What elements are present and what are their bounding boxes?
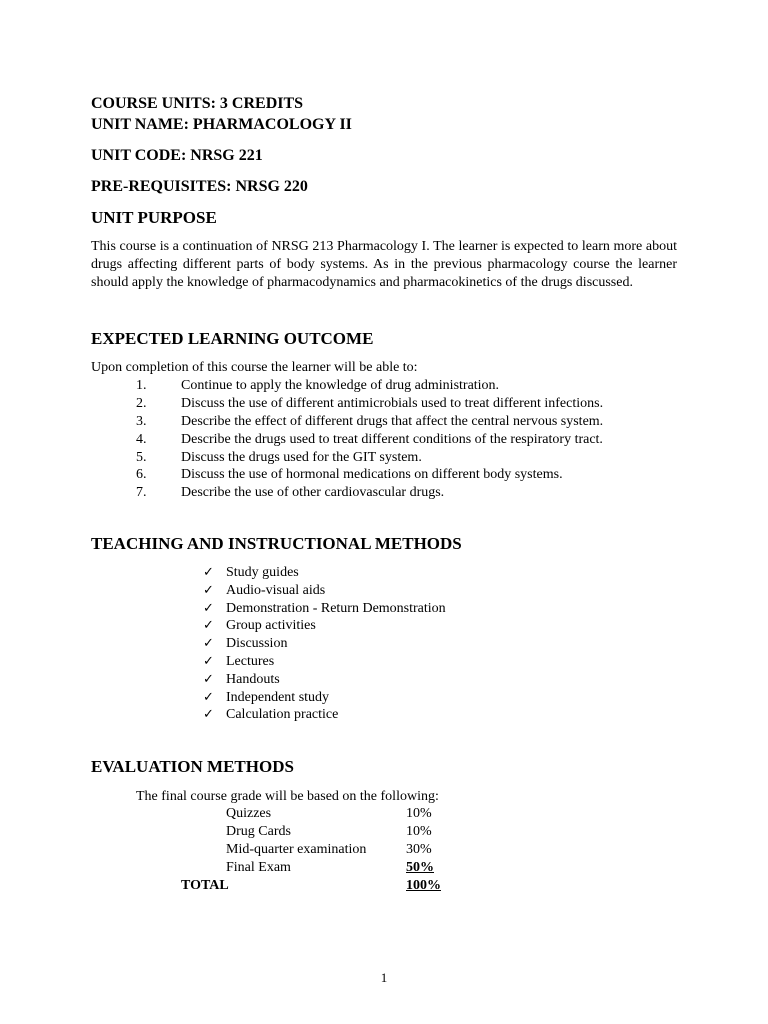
item-text: Handouts — [226, 671, 280, 687]
item-text: Group activities — [226, 618, 316, 634]
item-text: Discuss the drugs used for the GIT system. — [181, 449, 422, 465]
item-text: Discuss the use of hormonal medications on different body systems. — [181, 467, 563, 483]
checkmark-icon: ✓ — [203, 618, 214, 634]
evaluation-label: Mid-quarter examination — [226, 842, 367, 857]
evaluation-intro: The final course grade will be based on the following: — [136, 789, 439, 804]
evaluation-row — [0, 805, 768, 823]
checkmark-icon: ✓ — [203, 707, 214, 723]
evaluation-row — [0, 841, 768, 859]
item-text: Lectures — [226, 653, 275, 669]
evaluation-label: Drug Cards — [226, 824, 291, 839]
teaching-methods-heading: TEACHING AND INSTRUCTIONAL METHODS — [91, 534, 462, 553]
unit-purpose-heading: UNIT PURPOSE — [91, 208, 217, 227]
evaluation-methods-heading: EVALUATION METHODS — [91, 757, 294, 776]
learning-outcome-heading: EXPECTED LEARNING OUTCOME — [91, 329, 374, 348]
item-text: Audio-visual aids — [226, 582, 326, 598]
checkmark-icon: ✓ — [203, 671, 214, 687]
item-text: Discussion — [226, 636, 288, 652]
checkmark-icon: ✓ — [203, 582, 214, 598]
evaluation-label: Final Exam — [226, 860, 291, 875]
unit-purpose-text: This course is a continuation of NRSG 213 Pharmacology I. The learner is expected to learn more about drugs affecting different parts of body systems. As in the previous pharmacology course the learner should apply the knowledge of pharmacodynamics and pharmacokinetics of the drugs discussed. — [91, 239, 677, 290]
checkmark-icon: ✓ — [203, 689, 214, 705]
checkmark-icon: ✓ — [203, 636, 214, 652]
item-number: 1. — [136, 378, 147, 393]
evaluation-value: 50% — [406, 860, 434, 875]
checkmark-icon: ✓ — [203, 565, 214, 580]
checkmark-icon: ✓ — [203, 653, 214, 669]
item-text: Calculation practice — [226, 707, 339, 723]
item-number: 5. — [136, 449, 147, 465]
total-value: 100% — [406, 878, 441, 893]
item-number: 3. — [136, 413, 147, 429]
item-text: Study guides — [226, 565, 299, 580]
item-text: Describe the use of other cardiovascular drugs. — [181, 485, 445, 501]
item-text: Independent study — [226, 689, 330, 705]
item-number: 6. — [136, 467, 147, 483]
item-text: Describe the drugs used to treat different conditions of the respiratory tract. — [181, 431, 603, 447]
unit-code-heading: UNIT CODE: NRSG 221 — [91, 147, 263, 164]
item-number: 4. — [136, 431, 147, 447]
evaluation-value: 10% — [406, 824, 432, 839]
item-text: Discuss the use of different antimicrobials used to treat different infections. — [181, 395, 604, 411]
checkmark-icon: ✓ — [203, 600, 214, 616]
evaluation-label: Quizzes — [226, 806, 272, 821]
item-number: 2. — [136, 395, 147, 411]
evaluation-value: 30% — [406, 842, 432, 857]
course-units-heading: COURSE UNITS: 3 CREDITS — [91, 95, 304, 112]
evaluation-value: 10% — [406, 806, 432, 821]
item-number: 7. — [136, 485, 147, 501]
item-text: Describe the effect of different drugs that affect the central nervous system. — [181, 413, 604, 429]
item-text: Demonstration - Return Demonstration — [226, 600, 446, 616]
evaluation-row — [0, 823, 768, 841]
total-label: TOTAL — [181, 878, 229, 893]
item-text: Continue to apply the knowledge of drug administration. — [181, 378, 500, 393]
unit-name-heading: UNIT NAME: PHARMACOLOGY II — [91, 116, 352, 133]
page-number: 1 — [380, 970, 388, 985]
prerequisites-heading: PRE-REQUISITES: NRSG 220 — [91, 178, 308, 195]
learning-outcome-intro: Upon completion of this course the learner will be able to: — [91, 360, 418, 375]
evaluation-total-row — [0, 877, 768, 895]
evaluation-row — [0, 859, 768, 877]
